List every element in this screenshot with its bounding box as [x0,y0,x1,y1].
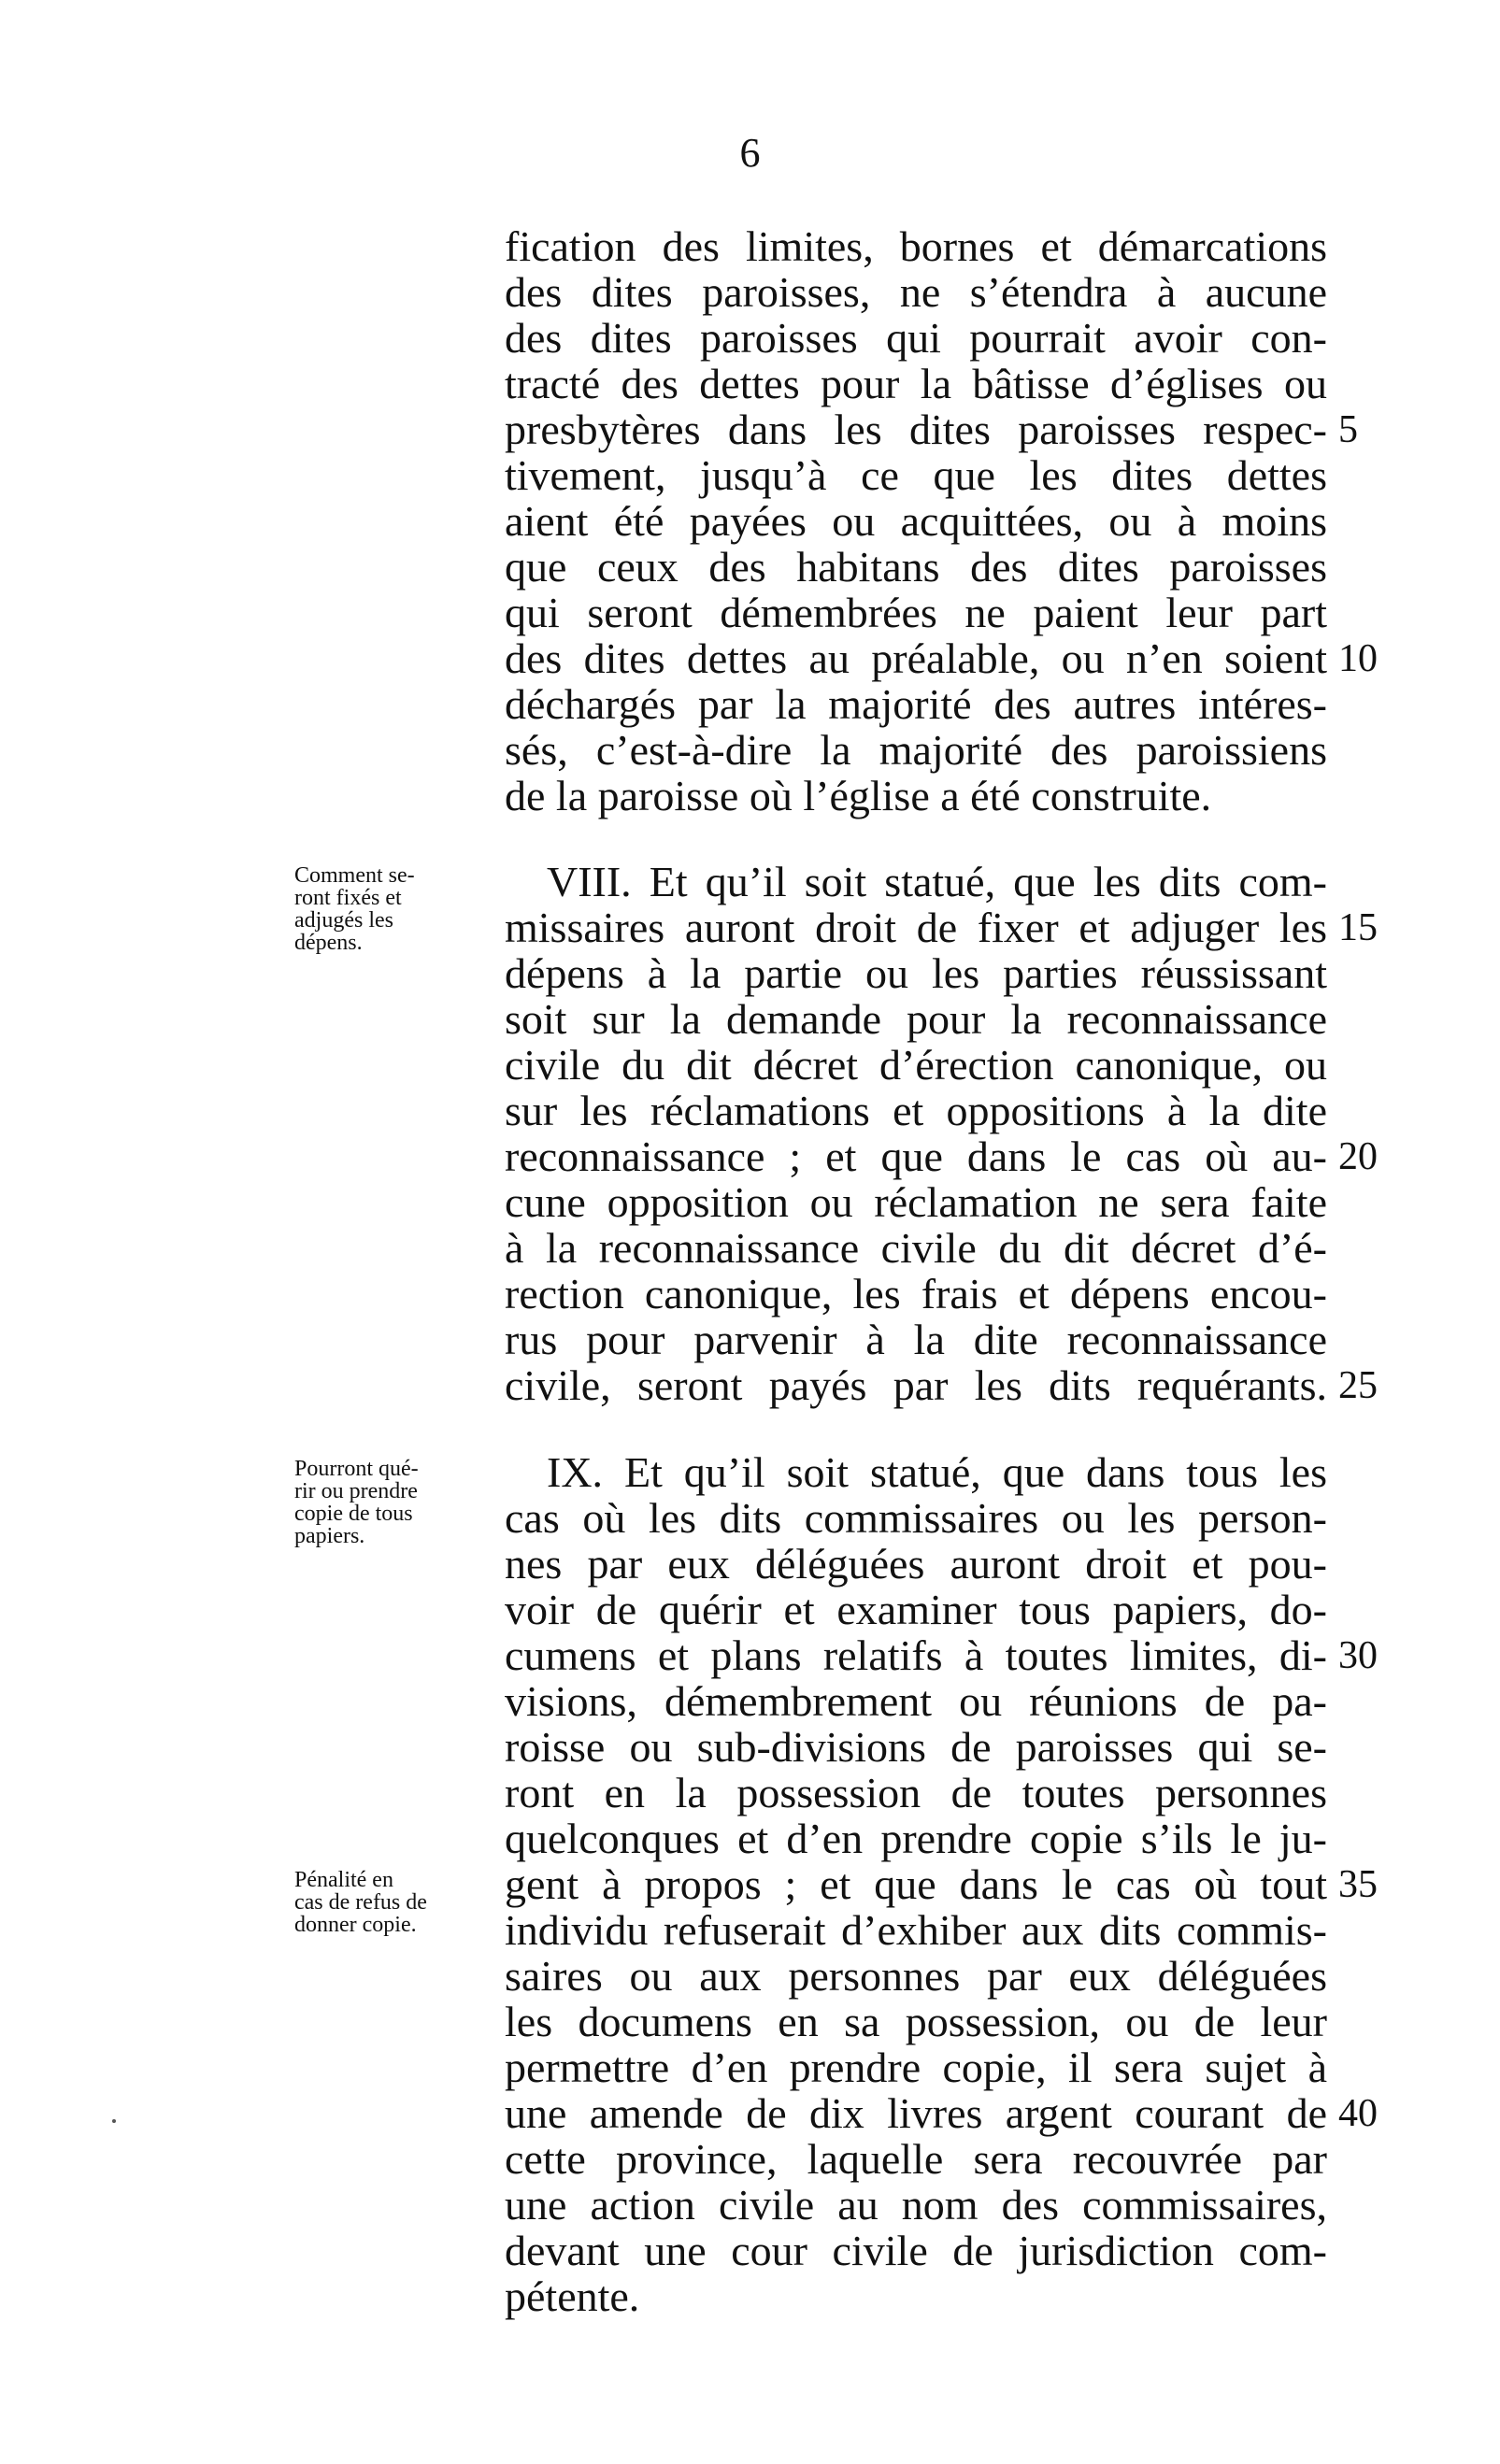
text-line: civile du dit décret d’érection canonique, ou [505,1041,1327,1089]
text-line: les documens en sa possession, ou de leur [505,1998,1327,2045]
text-line: permettre d’en prendre copie, il sera sujet à [505,2044,1327,2091]
text-line: sur les réclamations et oppositions à la dite [505,1087,1327,1134]
margin-note-line: Pourront qué- [294,1457,419,1481]
text-line: visions, démembrement ou réunions de pa- [505,1677,1327,1725]
text-line: fication des limites, bornes et démarcations [505,222,1327,270]
text-line: quelconques et d’en prendre copie s’ils le ju- [505,1815,1327,1862]
text-line: ront en la possession de toutes personnes [505,1769,1327,1816]
text-line: tracté des dettes pour la bâtisse d’églises ou [505,360,1327,407]
text-line: sés, c’est-à-dire la majorité des paroissiens [505,726,1327,774]
text-line: VIII. Et qu’il soit statué, que les dits com- [547,858,1327,905]
text-line: une amende de dix livres argent courant de [505,2089,1327,2137]
margin-note-depens [294,864,481,954]
text-line: reconnaissance ; et que dans le cas où au- [505,1132,1327,1180]
text-line: nes par eux déléguées auront droit et pou- [505,1540,1327,1588]
line-number: 25 [1338,1364,1378,1407]
text-line: IX. Et qu’il soit statué, que dans tous les [547,1448,1327,1496]
margin-note-line: ront fixés et [294,886,402,910]
text-line: tivement, jusqu’à ce que les dites dettes [505,451,1327,499]
text-line: cas où les dits commissaires ou les person- [505,1494,1327,1542]
text-line: individu refuserait d’exhiber aux dits commis- [505,1906,1327,1954]
text-line: voir de quérir et examiner tous papiers, do- [505,1586,1327,1633]
margin-note-line: adjugés les [294,908,393,933]
text-line: à la reconnaissance civile du dit décret d’é- [505,1224,1327,1272]
text-line: gent à propos ; et que dans le cas où tout [505,1860,1327,1908]
text-line: aient été payées ou acquittées, ou à moins [505,497,1327,545]
margin-note-line: copie de tous [294,1502,413,1526]
margin-note-line: donner copie. [294,1913,417,1937]
margin-note-penalite [294,1869,481,1936]
text-line: des dites dettes au préalable, ou n’en soient [505,634,1327,682]
line-number: 20 [1338,1135,1378,1178]
text-line: rus pour parvenir à la dite reconnaissance [505,1316,1327,1363]
text-line: cune opposition ou réclamation ne sera faite [505,1178,1327,1226]
text-line: missaires auront droit de fixer et adjuger les [505,904,1327,951]
line-number: 40 [1338,2092,1378,2135]
page-number: 6 [739,130,761,176]
margin-note-line: dépens. [294,931,363,955]
margin-note-line: cas de refus de [294,1890,427,1915]
text-line: devant une cour civile de jurisdiction com- [505,2227,1327,2274]
text-line: pétente. [505,2272,640,2320]
line-number: 15 [1338,906,1378,949]
margin-note-line: Pénalité en [294,1868,393,1892]
text-line: civile, seront payés par les dits requérants. [505,1361,1327,1409]
text-line: saires ou aux personnes par eux déléguées [505,1952,1327,2000]
line-number: 30 [1338,1634,1378,1677]
margin-note-line: papiers. [294,1524,365,1548]
text-line: des dites paroisses, ne s’étendra à aucune [505,268,1327,316]
text-line: presbytères dans les dites paroisses respec- [505,406,1327,453]
text-line: déchargés par la majorité des autres intéres- [505,680,1327,728]
text-line: de la paroisse où l’église a été construite. [505,772,1212,819]
text-line: rection canonique, les frais et dépens encou- [505,1270,1327,1317]
line-number: 5 [1338,408,1358,451]
text-line: dépens à la partie ou les parties réussissant [505,949,1327,997]
text-line: que ceux des habitans des dites paroisses [505,543,1327,591]
text-line: des dites paroisses qui pourrait avoir con- [505,314,1327,362]
line-number: 35 [1338,1863,1378,1906]
margin-note-line: rir ou prendre [294,1479,418,1503]
margin-note-line: Comment se- [294,863,415,888]
text-line: une action civile au nom des commissaires, [505,2181,1327,2229]
text-line: cette province, laquelle sera recouvrée par [505,2135,1327,2183]
text-line: qui seront démembrées ne paient leur part [505,589,1327,636]
line-number: 10 [1338,637,1378,680]
text-line: cumens et plans relatifs à toutes limites, di- [505,1631,1327,1679]
speck-mark [112,2119,116,2123]
margin-note-papiers [294,1458,481,1547]
text-line: soit sur la demande pour la reconnaissance [505,995,1327,1043]
text-line: roisse ou sub-divisions de paroisses qui se- [505,1723,1327,1771]
